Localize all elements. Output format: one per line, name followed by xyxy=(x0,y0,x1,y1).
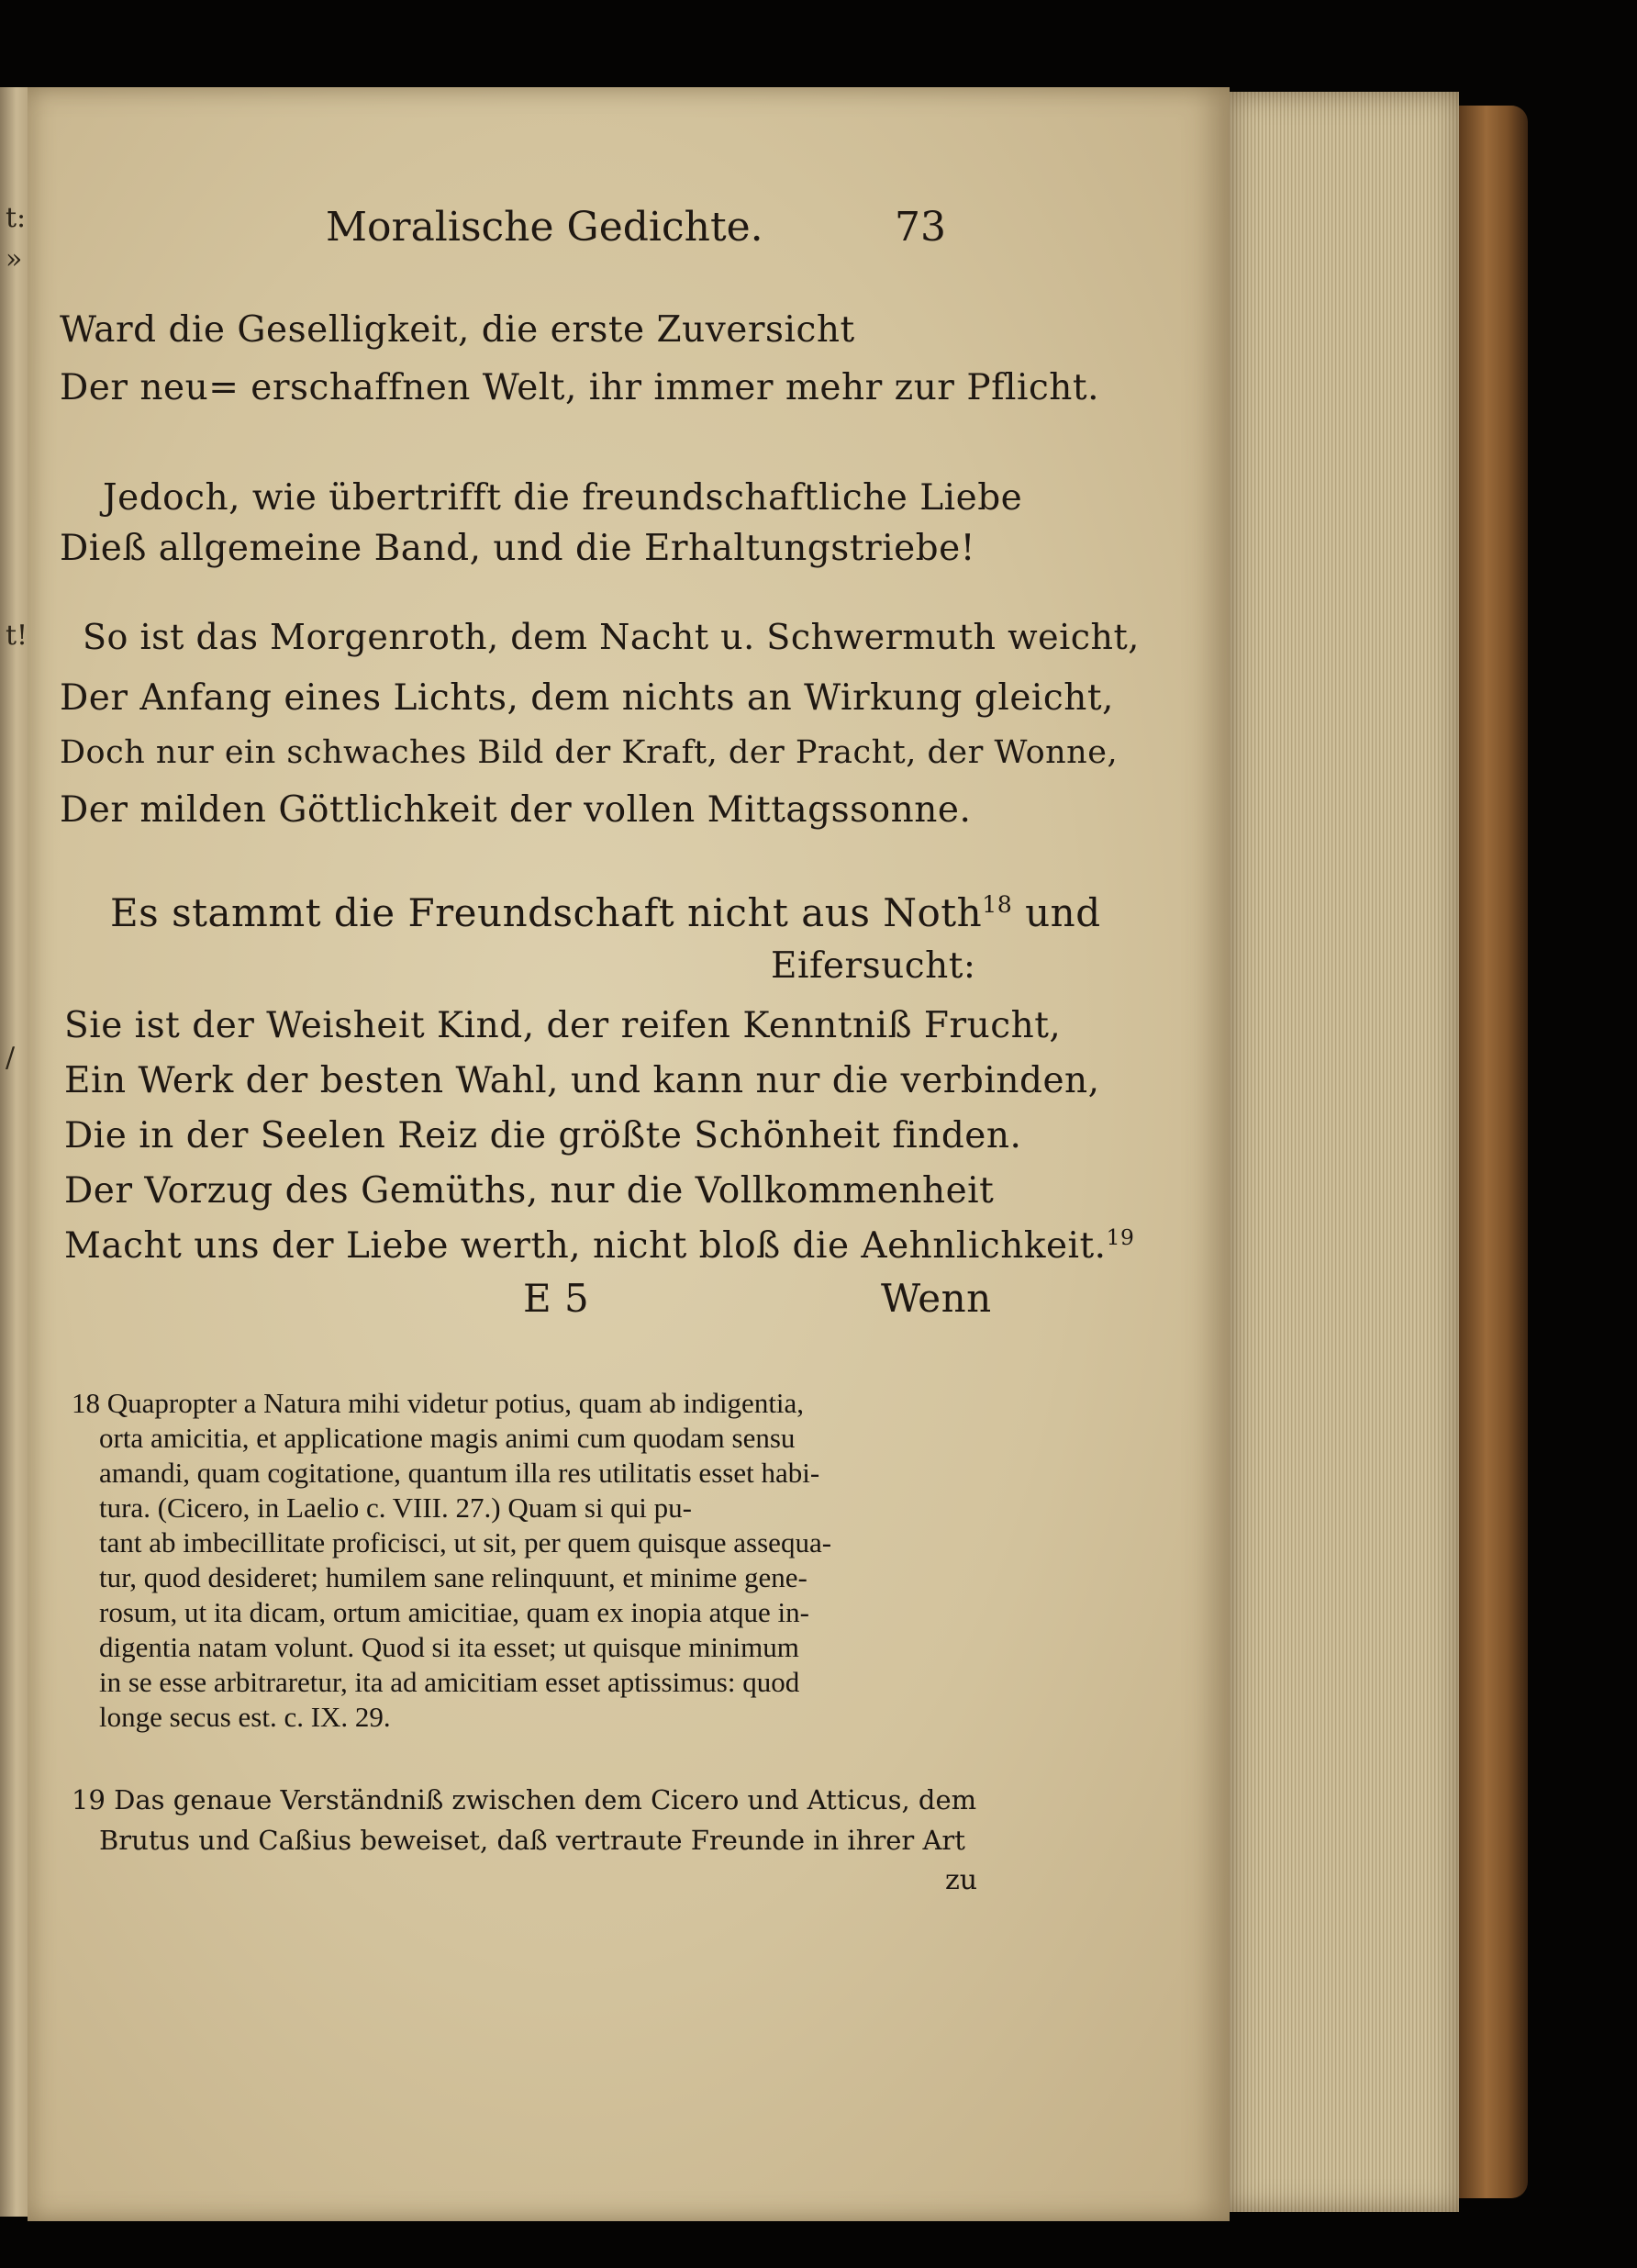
leather-cover xyxy=(1459,106,1528,2198)
footnote-18-line: 18 Quapropter a Natura mihi videtur potius, quam ab indigentia, xyxy=(72,1387,805,1419)
footnote-18-line: digentia natam volunt. Quod si ita esset; ut quisque minimum xyxy=(99,1631,799,1663)
verse-line: Der Anfang eines Lichts, dem nichts an Wirkung gleicht, xyxy=(60,677,1114,719)
footnote-19-line: Brutus und Caßius beweiset, daß vertraute Freunde in ihrer Art xyxy=(99,1825,965,1856)
verse-line: Der milden Göttlichkeit der vollen Mittagssonne. xyxy=(60,789,972,831)
footnote-18-line: amandi, quam cogitatione, quantum illa res utilitatis esset habi- xyxy=(99,1457,820,1489)
previous-page-edge xyxy=(0,87,28,2217)
verse-line: So ist das Morgenroth, dem Nacht u. Schwermuth weicht, xyxy=(83,617,1140,657)
prev-mark: / xyxy=(6,1042,16,1074)
footnote-ref-18: 18 xyxy=(982,891,1013,918)
verse-line: Die in der Seelen Reiz die größte Schönheit finden. xyxy=(64,1115,1022,1156)
verse-text: Macht uns der Liebe werth, nicht bloß die Aehnlichkeit. xyxy=(64,1225,1107,1267)
footnote-18-line: longe secus est. c. IX. 29. xyxy=(99,1701,391,1733)
verse-line xyxy=(110,890,1101,935)
running-head: Moralische Gedichte. xyxy=(326,204,763,251)
page-number: 73 xyxy=(895,204,946,251)
verse-text: Es stammt die Freundschaft nicht aus Noth xyxy=(110,890,983,935)
verse-line: Sie ist der Weisheit Kind, der reifen Kenntniß Frucht, xyxy=(64,1005,1062,1046)
footnote-18-line: tura. (Cicero, in Laelio c. VIII. 27.) Quam si qui pu- xyxy=(99,1492,692,1524)
prev-mark: t! xyxy=(6,620,28,652)
verse-line: Dieß allgemeine Band, und die Erhaltungstriebe! xyxy=(60,528,975,569)
previous-page-marks xyxy=(6,87,28,2217)
verse-line: Doch nur ein schwaches Bild der Kraft, der Pracht, der Wonne, xyxy=(60,734,1119,771)
verse-line: Eifersucht: xyxy=(771,945,976,987)
verse-line xyxy=(64,1225,1134,1267)
footnote-18-line: orta amicitia, et applicatione magis animi cum quodam sensu xyxy=(99,1422,796,1454)
footnote-18-line: in se esse arbitraretur, ita ad amicitiam esset aptissimus: quod xyxy=(99,1666,800,1698)
page-block-edge xyxy=(1230,92,1459,2212)
footnote-18-line: rosum, ut ita dicam, ortum amicitiae, quam ex inopia atque in- xyxy=(99,1596,809,1628)
catchword: Wenn xyxy=(881,1276,992,1321)
footnote-18-line: tant ab imbecillitate proficisci, ut sit, per quem quisque assequa- xyxy=(99,1526,832,1559)
prev-mark: » xyxy=(6,243,23,275)
signature-mark: E 5 xyxy=(523,1276,590,1321)
footnote-19-line: 19 Das genaue Verständniß zwischen dem Cicero und Atticus, dem xyxy=(72,1784,977,1816)
verse-line: Jedoch, wie übertrifft die freundschaftliche Liebe xyxy=(103,477,1023,519)
prev-mark: t: xyxy=(6,202,27,234)
footnote-18-line: tur, quod desideret; humilem sane relinquunt, et minime gene- xyxy=(99,1561,807,1593)
footnote-catchword: zu xyxy=(945,1864,978,1896)
verse-line: Ward die Geselligkeit, die erste Zuversicht xyxy=(60,309,855,351)
footnote-ref-19: 19 xyxy=(1106,1224,1135,1250)
verse-line: Der neu= erschaffnen Welt, ihr immer mehr zur Pflicht. xyxy=(60,367,1099,408)
verse-line: Ein Werk der besten Wahl, und kann nur die verbinden, xyxy=(64,1060,1100,1101)
verse-line: Der Vorzug des Gemüths, nur die Vollkommenheit xyxy=(64,1170,995,1212)
verse-text: und xyxy=(1025,890,1101,935)
